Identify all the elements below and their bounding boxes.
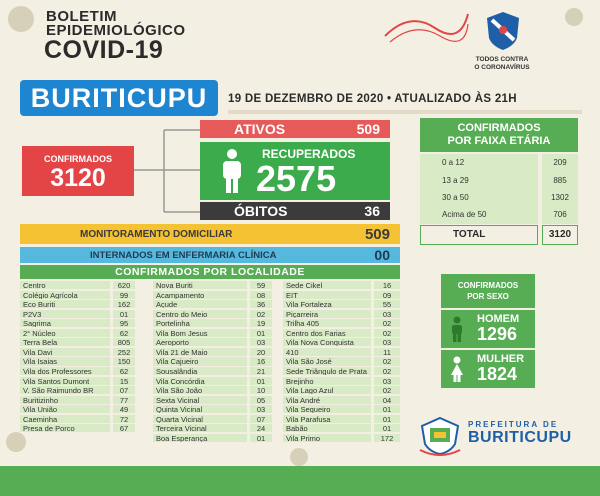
- localidade-name: Quinta Vicinal: [153, 405, 247, 413]
- localidade-name: Vila São José: [283, 357, 371, 365]
- connector-bracket: [134, 126, 200, 216]
- localidade-name: Vila União: [20, 405, 110, 413]
- localidade-name: Sexta Vicinal: [153, 396, 247, 404]
- localidade-name: Nova Buriti: [153, 281, 247, 289]
- internados-label: INTERNADOS EM ENFERMARIA CLÍNICA: [90, 249, 277, 261]
- localidade-value: 162: [113, 300, 135, 308]
- localidade-value: 07: [113, 386, 135, 394]
- decorative-ribbon-icon: [380, 6, 470, 46]
- virus-decoration-icon: [290, 448, 308, 466]
- localidade-value: 02: [374, 367, 400, 375]
- localidade-value: 01: [113, 310, 135, 318]
- localidade-name: Sousalândia: [153, 367, 247, 375]
- coronavirus-shield-icon: [484, 10, 522, 52]
- recuperados-card: [200, 142, 390, 200]
- date-underline: [228, 110, 582, 114]
- localidade-name: Sede Triângulo de Prata: [283, 367, 371, 375]
- localidade-name: Vila São João: [153, 386, 247, 394]
- localidade-value: 10: [250, 386, 272, 394]
- faixa-row: [420, 172, 578, 190]
- localidade-value: 09: [374, 291, 400, 299]
- localidade-name: Açude: [153, 300, 247, 308]
- localidade-name: Colégio Agrícola: [20, 291, 110, 299]
- faixa-etaria-header: [420, 118, 578, 152]
- localidade-value: 59: [250, 281, 272, 289]
- localidade-value: 15: [113, 377, 135, 385]
- localidade-name: Vila Cajueiro: [153, 357, 247, 365]
- localidade-name: P2V3: [20, 310, 110, 318]
- faixa-label: Acima de 50: [420, 206, 538, 224]
- mulher-label: MULHER: [477, 353, 525, 365]
- localidade-value: 72: [113, 415, 135, 423]
- localidade-value: 95: [113, 319, 135, 327]
- localidade-name: Vila Davi: [20, 348, 110, 356]
- localidade-value: 62: [113, 367, 135, 375]
- city-banner: BURITICUPU: [20, 80, 218, 116]
- localidade-header: CONFIRMADOS POR LOCALIDADE: [20, 265, 400, 279]
- localidade-name: Vila Lago Azul: [283, 386, 371, 394]
- sexo-header: [441, 274, 535, 308]
- localidade-value: 07: [250, 415, 272, 423]
- male-icon: [450, 316, 464, 342]
- prefeitura-city: BURITICUPU: [468, 429, 572, 446]
- faixa-value: 706: [542, 206, 578, 224]
- localidade-name: Vila Fortaleza: [283, 300, 371, 308]
- internados-bar: [20, 247, 400, 263]
- faixa-value: 885: [542, 172, 578, 190]
- faixa-title-1: CONFIRMADOS: [457, 122, 541, 134]
- localidade-value: 03: [374, 338, 400, 346]
- ativos-label: ATIVOS: [234, 121, 286, 137]
- sexo-title-2: POR SEXO: [467, 292, 509, 301]
- localidade-value: 20: [250, 348, 272, 356]
- localidade-value: 150: [113, 357, 135, 365]
- localidade-name: Sede Cikel: [283, 281, 371, 289]
- localidade-value: 67: [113, 424, 135, 432]
- localidade-value: 62: [113, 329, 135, 337]
- mulher-value: 1824: [477, 364, 518, 384]
- localidade-name: Terra Bela: [20, 338, 110, 346]
- localidade-value: 19: [250, 319, 272, 327]
- localidade-name: Terceira Vicinal: [153, 424, 247, 432]
- localidade-value: 805: [113, 338, 135, 346]
- localidade-value: 77: [113, 396, 135, 404]
- localidade-name: Vila Bom Jesus: [153, 329, 247, 337]
- localidade-name: Vila Nova Conquista: [283, 338, 371, 346]
- localidade-name: Piçarreira: [283, 310, 371, 318]
- localidade-name: Quarta Vicinal: [153, 415, 247, 423]
- localidade-value: 21: [250, 367, 272, 375]
- virus-decoration-icon: [6, 432, 26, 452]
- faixa-total-label: TOTAL: [420, 225, 538, 245]
- localidade-value: 02: [374, 319, 400, 327]
- localidade-name: Vila Concórdia: [153, 377, 247, 385]
- localidade-value: 02: [374, 329, 400, 337]
- confirmados-value: 3120: [50, 164, 106, 192]
- homem-label: HOMEM: [477, 313, 520, 325]
- localidade-value: 05: [250, 396, 272, 404]
- localidade-name: Brejinho: [283, 377, 371, 385]
- localidade-name: 2° Núcleo: [20, 329, 110, 337]
- faixa-total-value: 3120: [542, 225, 578, 245]
- localidade-value: 02: [374, 357, 400, 365]
- localidade-value: 24: [250, 424, 272, 432]
- localidade-value: 04: [374, 396, 400, 404]
- campaign-badge-text: [462, 56, 542, 72]
- faixa-label: 13 a 29: [420, 172, 538, 190]
- localidade-value: 03: [250, 338, 272, 346]
- city-coat-of-arms-icon: [418, 416, 462, 456]
- localidade-value: 02: [250, 310, 272, 318]
- ativos-card: [200, 120, 390, 138]
- recuperados-value: 2575: [256, 158, 337, 199]
- localidade-name: 410: [283, 348, 371, 356]
- footer-bar: [0, 466, 600, 496]
- localidade-value: 11: [374, 348, 400, 356]
- localidade-value: 01: [250, 377, 272, 385]
- title-line-1: BOLETIM: [46, 8, 117, 25]
- localidade-value: 16: [374, 281, 400, 289]
- localidade-name: Portelinha: [153, 319, 247, 327]
- localidade-value: 16: [250, 357, 272, 365]
- localidade-name: Vila André: [283, 396, 371, 404]
- localidade-name: Caeminha: [20, 415, 110, 423]
- localidade-value: 172: [374, 434, 400, 442]
- localidade-value: 49: [113, 405, 135, 413]
- badge-line-2: O CORONAVÍRUS: [474, 64, 530, 71]
- localidade-name: Vila Parafusa: [283, 415, 371, 423]
- date-updated: 19 DE DEZEMBRO DE 2020 • ATUALIZADO ÀS 21H: [228, 93, 517, 105]
- faixa-value: 1302: [542, 189, 578, 207]
- localidade-name: Centro: [20, 281, 110, 289]
- localidade-name: Babão: [283, 424, 371, 432]
- confirmados-card: [22, 146, 134, 196]
- monitoramento-value: 509: [364, 225, 390, 243]
- localidade-value: 08: [250, 291, 272, 299]
- localidade-name: Sagrima: [20, 319, 110, 327]
- localidade-name: Vila Isaias: [20, 357, 110, 365]
- female-icon: [450, 356, 464, 382]
- localidade-value: 55: [374, 300, 400, 308]
- localidade-value: 03: [250, 405, 272, 413]
- person-icon: [220, 148, 244, 194]
- ativos-value: 509: [356, 121, 380, 137]
- faixa-total-row: [420, 225, 578, 245]
- localidade-value: 01: [374, 405, 400, 413]
- monitoramento-bar: [20, 224, 400, 244]
- prefeitura-label: PREFEITURA DE: [468, 420, 559, 429]
- homem-card: [441, 310, 535, 348]
- localidade-name: Vila dos Professores: [20, 367, 110, 375]
- localidade-name: Acampamento: [153, 291, 247, 299]
- localidade-name: Vila Santos Dumont: [20, 377, 110, 385]
- localidade-value: 01: [374, 415, 400, 423]
- title-line-2: EPIDEMIOLÓGICO: [46, 22, 186, 39]
- localidade-name: Vila Primo: [283, 434, 371, 442]
- bulletin-title: [46, 10, 186, 38]
- localidade-name: Vila Sequeiro: [283, 405, 371, 413]
- localidade-name: V. São Raimundo BR: [20, 386, 110, 394]
- faixa-label: 30 a 50: [420, 189, 538, 207]
- localidade-name: Presa de Porco: [20, 424, 110, 432]
- localidade-name: Buritizinho: [20, 396, 110, 404]
- faixa-row: [420, 189, 578, 207]
- localidade-name: Aeroporto: [153, 338, 247, 346]
- monitoramento-label: MONITORAMENTO DOMICILIAR: [80, 228, 233, 240]
- badge-line-1: TODOS CONTRA: [475, 56, 529, 63]
- mulher-card: [441, 350, 535, 388]
- faixa-value: 209: [542, 154, 578, 172]
- virus-decoration-icon: [8, 6, 34, 32]
- obitos-value: 36: [364, 203, 380, 219]
- localidade-name: EIT: [283, 291, 371, 299]
- virus-decoration-icon: [565, 8, 583, 26]
- localidade-value: 01: [374, 424, 400, 432]
- covid-title: COVID-19: [44, 36, 164, 64]
- internados-value: 00: [374, 247, 390, 263]
- confirmados-label: CONFIRMADOS: [44, 154, 112, 164]
- recuperados-label: RECUPERADOS: [262, 147, 356, 161]
- localidade-name: Centro dos Farias: [283, 329, 371, 337]
- localidade-name: Trilha 405: [283, 319, 371, 327]
- localidade-value: 02: [374, 386, 400, 394]
- obitos-label: ÓBITOS: [234, 203, 288, 219]
- localidade-name: Vila 21 de Maio: [153, 348, 247, 356]
- localidade-value: 03: [374, 310, 400, 318]
- faixa-label: 0 a 12: [420, 154, 538, 172]
- localidade-name: Centro do Meio: [153, 310, 247, 318]
- localidade-value: 03: [374, 377, 400, 385]
- localidade-value: 01: [250, 434, 272, 442]
- faixa-row: [420, 206, 578, 224]
- localidade-name: Eco Buriti: [20, 300, 110, 308]
- localidade-value: 620: [113, 281, 135, 289]
- homem-value: 1296: [477, 324, 518, 344]
- localidade-value: 36: [250, 300, 272, 308]
- localidade-value: 252: [113, 348, 135, 356]
- localidade-name: Boa Esperança: [153, 434, 247, 442]
- obitos-card: [200, 202, 390, 220]
- faixa-row: [420, 154, 578, 172]
- localidade-value: 99: [113, 291, 135, 299]
- sexo-title-1: CONFIRMADOS: [457, 281, 519, 290]
- faixa-title-2: POR FAIXA ETÁRIA: [447, 135, 551, 147]
- localidade-value: 01: [250, 329, 272, 337]
